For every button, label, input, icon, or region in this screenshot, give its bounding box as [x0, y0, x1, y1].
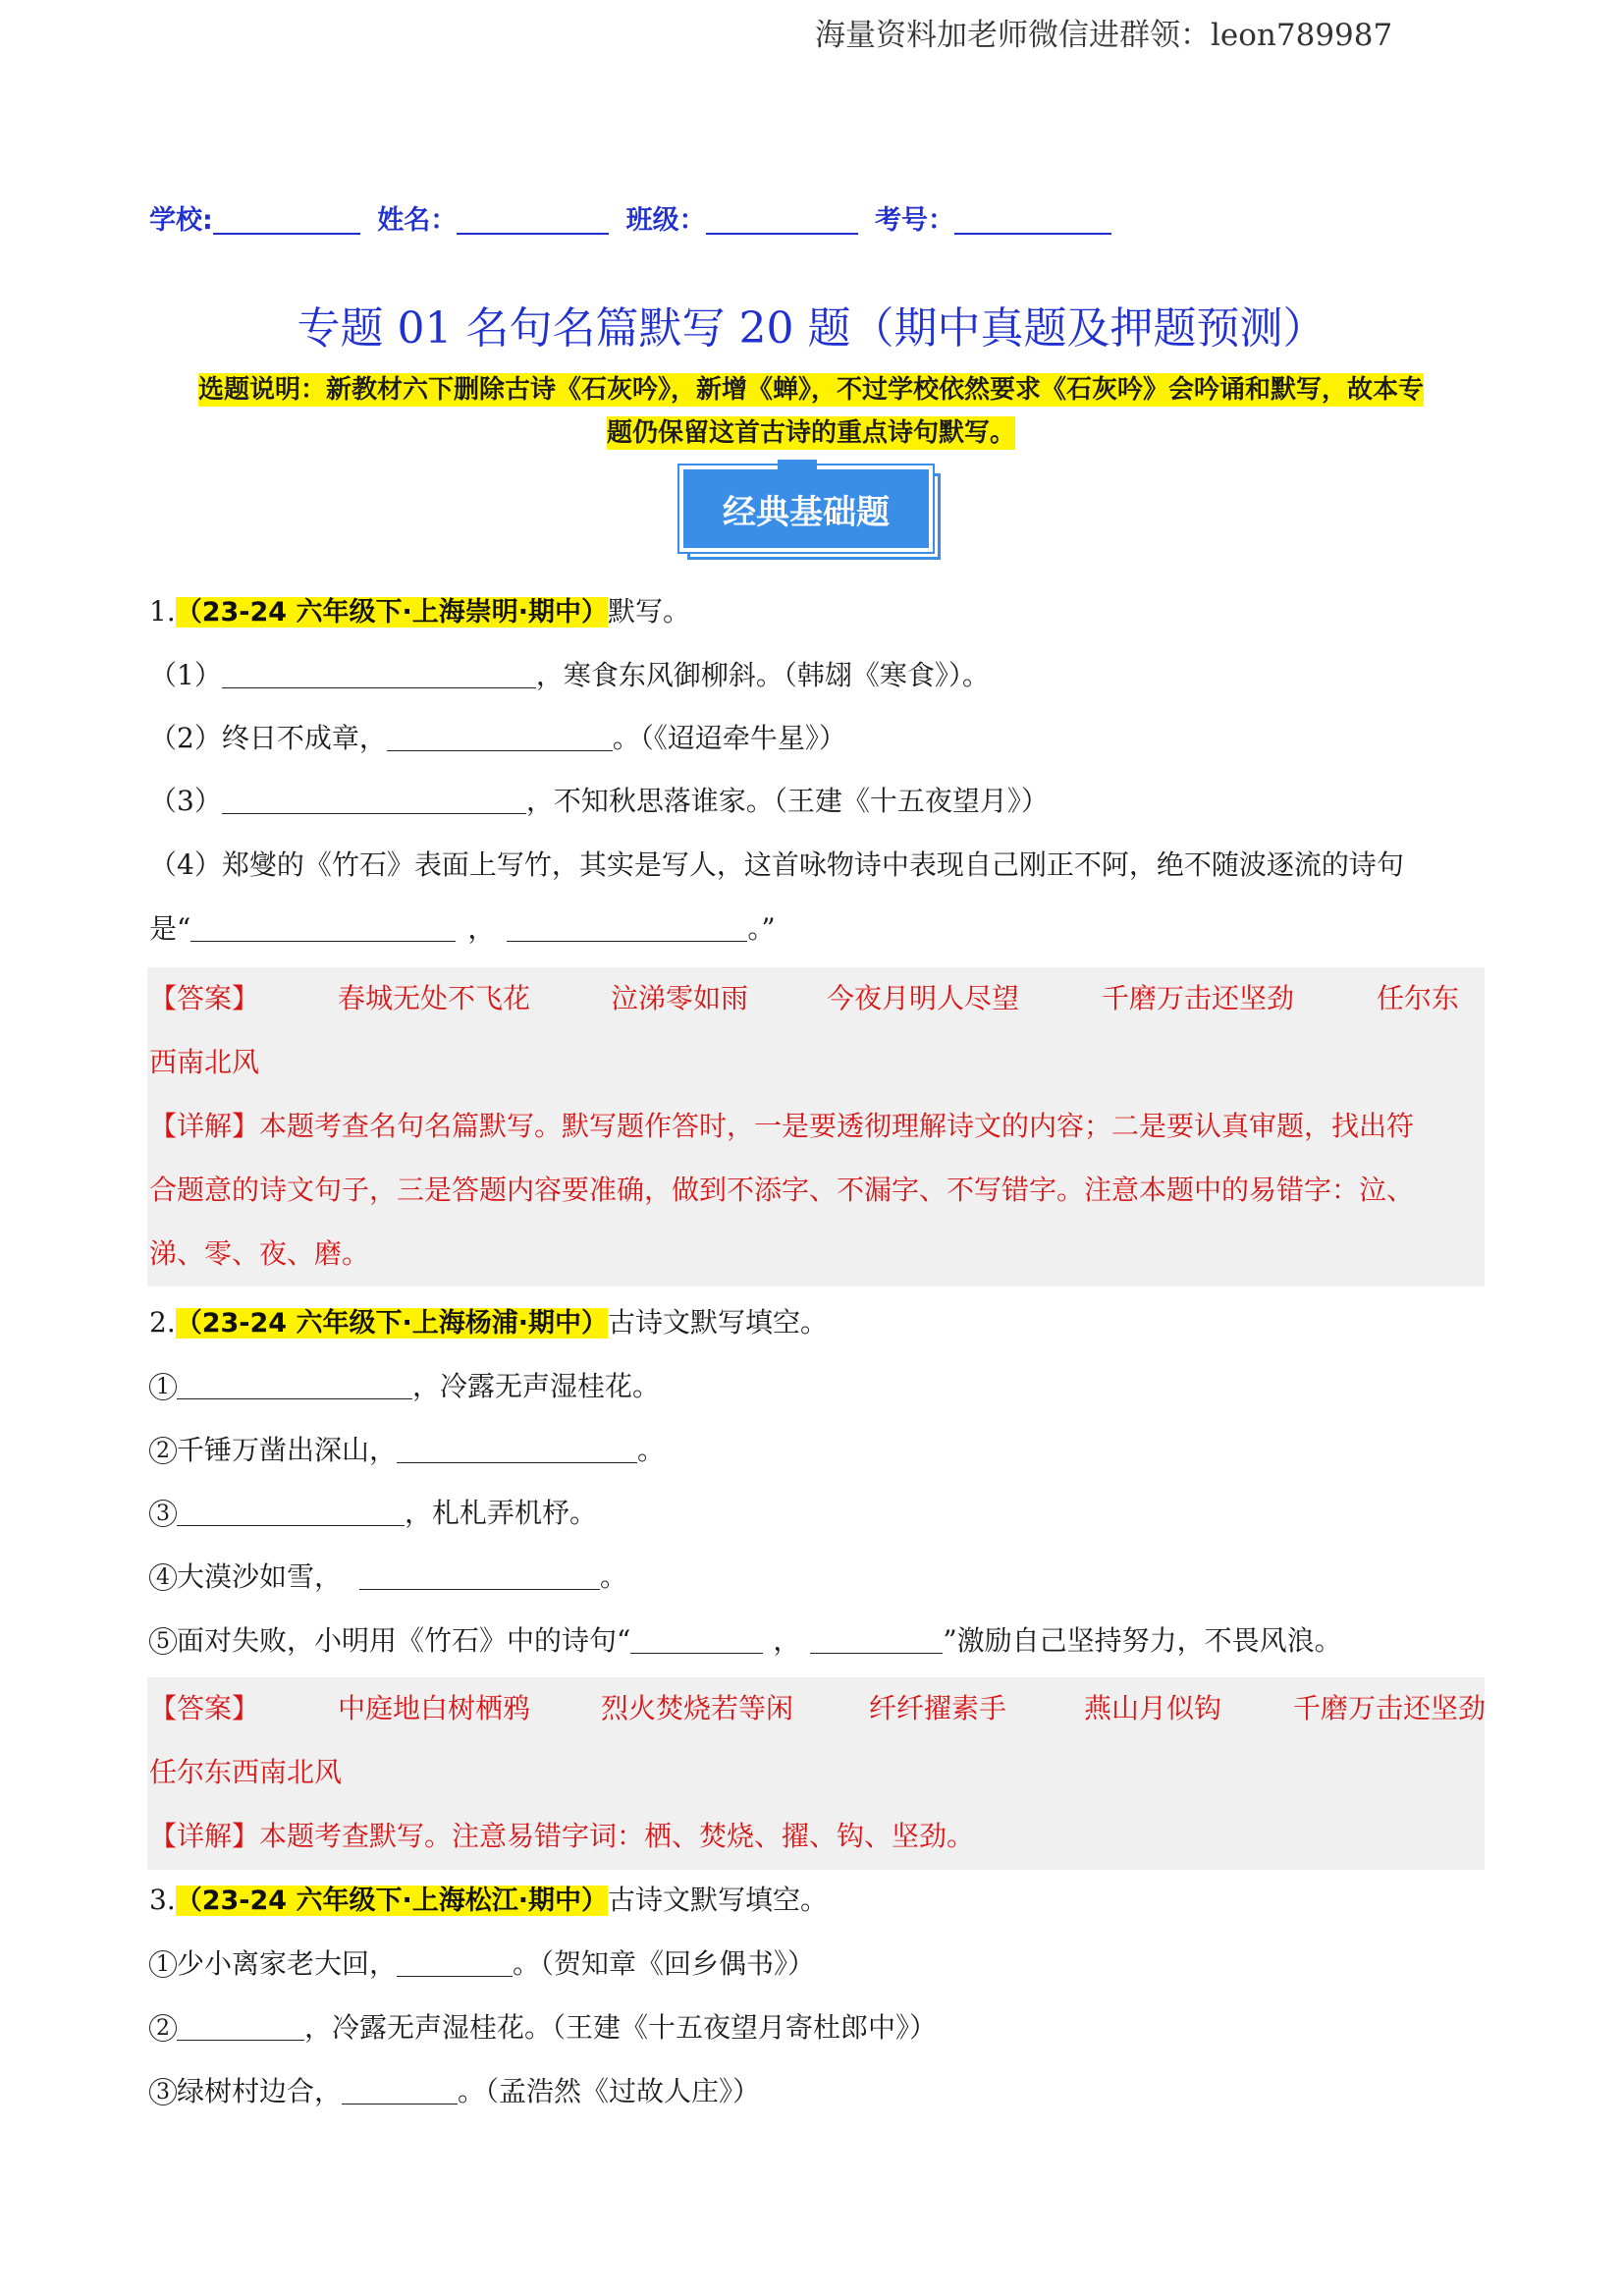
item-separator: ，: [467, 912, 496, 945]
badge-tab: [778, 460, 817, 469]
circled-number: 3: [149, 1500, 177, 1527]
selection-note-line1: 选题说明：新教材六下删除古诗《石灰吟》，新增《蝉》，不过学校依然要求《石灰吟》会吟诵和默写，故本专: [197, 375, 1424, 405]
detail-text: 本题考查默写。注意易错字词：栖、焚烧、擢、钩、坚劲。: [259, 1820, 975, 1852]
question-source: （23-24 六年级下·上海松江·期中）: [175, 1886, 608, 1916]
item-text: 。: [637, 1434, 666, 1466]
q2-item-1: [149, 1367, 660, 1406]
item-text: ，不知秋思落谁家。（王建《十五夜望月》）: [525, 785, 1049, 817]
detail-line-1: [149, 1107, 1414, 1146]
detail-label: 【详解】: [149, 1820, 260, 1852]
name-label: 姓名：: [377, 205, 458, 236]
item-text: ，冷露无声湿桂花。: [412, 1370, 661, 1402]
detail-label: 【详解】: [149, 1110, 260, 1142]
answer-row: [149, 979, 1485, 1018]
answer-blank[interactable]: [507, 911, 747, 942]
item-prefix: 大漠沙如雪，: [177, 1560, 343, 1593]
answer-4: 千磨万击还坚劲: [1102, 982, 1295, 1014]
answer-blank[interactable]: [397, 1946, 513, 1977]
answer-blank[interactable]: [222, 658, 536, 688]
item-prefix: 面对失败，小明用《竹石》中的诗句“: [177, 1624, 631, 1657]
item-text: ”激励自己坚持努力，不畏风浪。: [943, 1624, 1342, 1657]
answer-blank[interactable]: [190, 911, 456, 942]
q2-item-3: [149, 1494, 597, 1533]
circled-number: 2: [149, 1437, 177, 1464]
item-text: 。（贺知章《回乡偶书》）: [513, 1947, 816, 1980]
answer-blank[interactable]: [397, 1433, 637, 1463]
answer-5: 千磨万击还坚劲: [1293, 1692, 1487, 1724]
item-prefix: （1）: [149, 659, 222, 691]
detail-line-2: 合题意的诗文句子，三是答题内容要准确，做到不添字、不漏字、不写错字。注意本题中的易错字：泣、: [149, 1174, 1415, 1206]
answer-blank[interactable]: [342, 2074, 458, 2105]
selection-note: [149, 368, 1473, 455]
answer-blank[interactable]: [222, 784, 526, 814]
item-text: 。（《迢迢牵牛星》）: [612, 722, 846, 754]
answer-3: 今夜月明人尽望: [827, 982, 1020, 1014]
item-text: ，冷露无声湿桂花。（王建《十五夜望月寄杜郎中》）: [304, 2011, 938, 2044]
q1-item-1: [149, 656, 990, 695]
student-info-line: [149, 198, 1115, 237]
answer-row: [149, 1689, 1485, 1728]
item-prefix: （2）终日不成章，: [149, 722, 387, 754]
question-source: （23-24 六年级下·上海崇明·期中）: [175, 597, 608, 628]
question-source: （23-24 六年级下·上海杨浦·期中）: [175, 1308, 608, 1339]
item-text: ，寒食东风御柳斜。（韩翃《寒食》）。: [535, 659, 990, 691]
circled-number: 1: [149, 1373, 177, 1400]
q1-answer-box: [147, 967, 1485, 1286]
question-2-heading: [149, 1303, 828, 1343]
answer-continuation: 任尔东西南北风: [149, 1756, 343, 1788]
answer-blank[interactable]: [177, 2010, 304, 2041]
answer-continuation: 西南北风: [149, 1046, 260, 1078]
answer-1: 中庭地白树栖鸦: [338, 1692, 531, 1724]
item-prefix: 是“: [149, 912, 191, 945]
item-suffix: 。”: [747, 912, 776, 945]
q1-item-4-line2: [149, 909, 776, 949]
answer-1: 春城无处不飞花: [338, 982, 531, 1014]
item-prefix: 千锤万凿出深山，: [177, 1434, 398, 1466]
detail-line-3: 涕、零、夜、磨。: [149, 1237, 370, 1270]
item-prefix: 绿树村边合，: [177, 2075, 343, 2107]
answer-blank[interactable]: [387, 721, 613, 751]
answer-5: 任尔东: [1377, 982, 1460, 1014]
badge-label: 经典基础题: [679, 465, 933, 552]
q1-item-4-line1: （4）郑燮的《竹石》表面上写竹，其实是写人，这首咏物诗中表现自己刚正不阿，绝不随波逐流的诗句: [149, 848, 1404, 881]
exam-number-blank[interactable]: [954, 205, 1111, 235]
answer-blank[interactable]: [630, 1623, 763, 1654]
q2-item-2: [149, 1431, 665, 1470]
exam-number-label: 考号：: [875, 205, 955, 236]
item-prefix: 少小离家老大回，: [177, 1947, 398, 1980]
item-text: ，札札弄机杼。: [405, 1497, 598, 1529]
class-label: 班级：: [625, 205, 706, 236]
circled-number: 1: [149, 1950, 177, 1978]
detail-text: 本题考查名句名篇默写。默写题作答时，一是要透彻理解诗文的内容；二是要认真审题，找出符: [259, 1110, 1415, 1142]
detail-line-1: [149, 1817, 974, 1856]
circled-number: 4: [149, 1563, 177, 1591]
header-note: 海量资料加老师微信进群领：leon789987: [815, 18, 1393, 53]
answer-2: 烈火焚烧若等闲: [601, 1692, 794, 1724]
question-1-heading: [149, 592, 690, 632]
item-prefix: （3）: [149, 785, 222, 817]
item-separator: ，: [773, 1624, 801, 1657]
q3-item-3: [149, 2072, 760, 2111]
circled-number: 5: [149, 1627, 177, 1655]
question-task: 默写。: [607, 595, 690, 628]
item-text: 。（孟浩然《过故人庄》）: [458, 2075, 761, 2107]
q3-item-2: [149, 2008, 937, 2048]
answer-label: 【答案】: [149, 982, 260, 1014]
q2-item-5: [149, 1621, 1342, 1661]
circled-number: 3: [149, 2078, 177, 2105]
question-task: 古诗文默写填空。: [607, 1306, 828, 1339]
section-badge: [679, 465, 945, 564]
question-task: 古诗文默写填空。: [607, 1884, 828, 1916]
answer-blank[interactable]: [177, 1496, 405, 1526]
answer-3: 纤纤擢素手: [869, 1692, 1007, 1724]
question-number: 2.: [149, 1306, 176, 1339]
answer-blank[interactable]: [810, 1623, 943, 1654]
q3-item-1: [149, 1944, 815, 1984]
question-number: 3.: [149, 1884, 176, 1916]
q2-item-4: [149, 1558, 627, 1597]
answer-2: 泣涕零如雨: [611, 982, 749, 1014]
answer-4: 燕山月似钩: [1084, 1692, 1222, 1724]
q2-answer-box: [147, 1677, 1485, 1870]
name-blank[interactable]: [457, 205, 609, 235]
circled-number: 2: [149, 2014, 177, 2042]
school-label: 学校:: [149, 205, 213, 236]
item-text: 。: [600, 1560, 628, 1593]
question-number: 1.: [149, 595, 176, 628]
q1-item-3: [149, 782, 1049, 821]
answer-label: 【答案】: [149, 1692, 260, 1724]
page-title: 专题 01 名句名篇默写 20 题（期中真题及押题预测）: [297, 303, 1326, 354]
answer-blank[interactable]: [359, 1559, 600, 1590]
question-3-heading: [149, 1881, 828, 1921]
q1-item-2: [149, 719, 846, 758]
class-blank[interactable]: [706, 205, 858, 235]
selection-note-line2: 题仍保留这首古诗的重点诗句默写。: [606, 418, 1015, 448]
school-blank[interactable]: [213, 205, 360, 235]
answer-blank[interactable]: [177, 1369, 412, 1399]
